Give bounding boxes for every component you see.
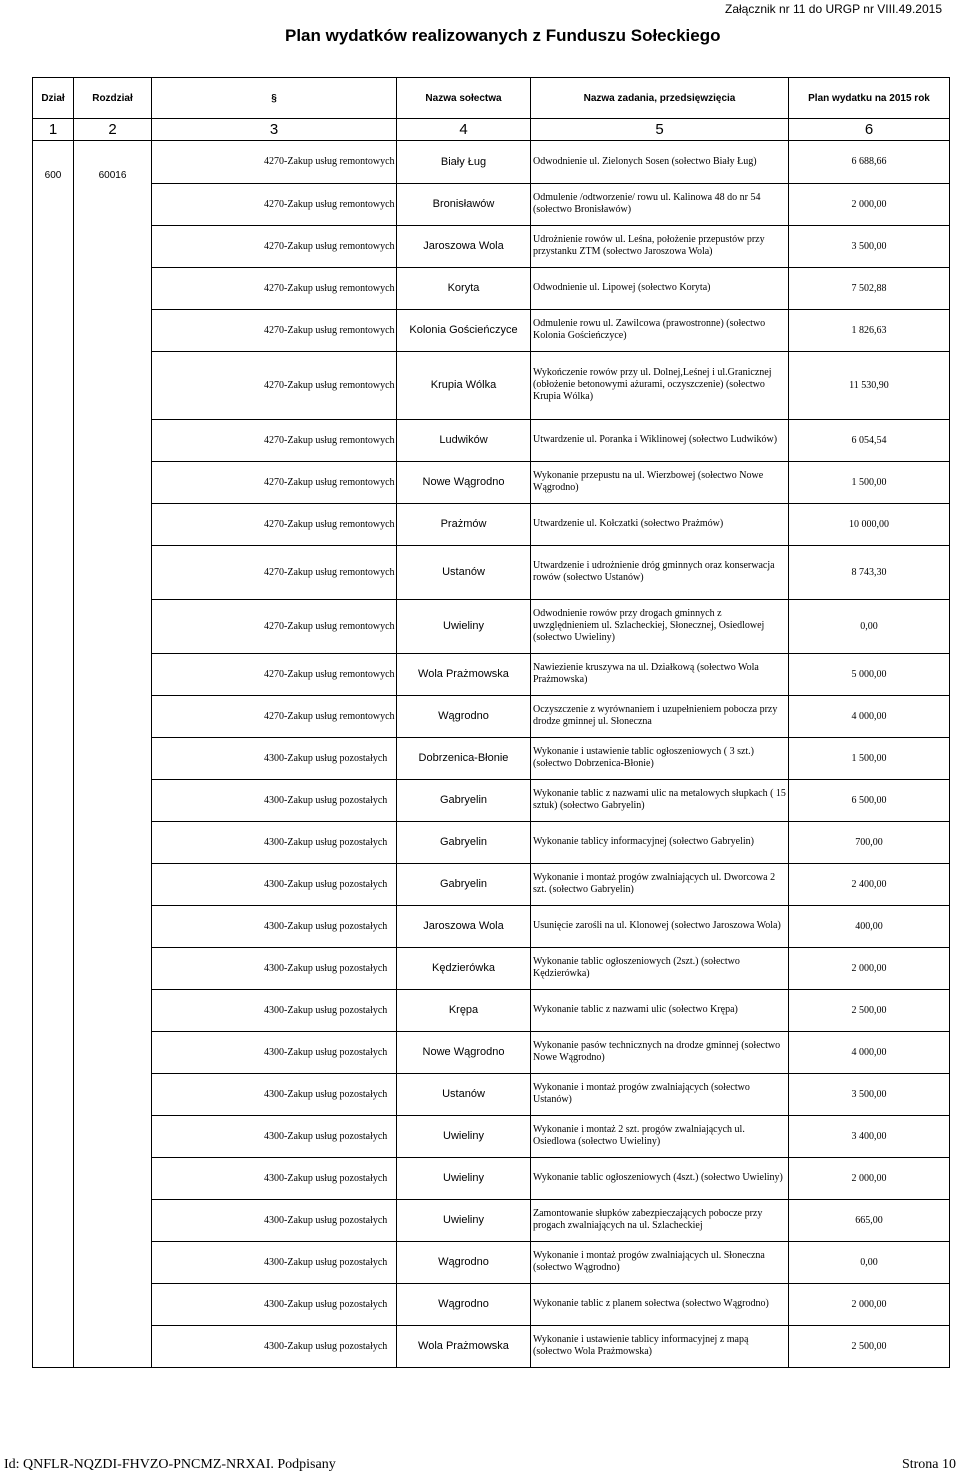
solectwo-cell: Gabryelin <box>397 863 531 905</box>
task-cell: Utwardzenie i udrożnienie dróg gminnych oraz konserwacja rowów (sołectwo Ustanów) <box>531 545 789 599</box>
amount-cell: 8 743,30 <box>789 545 950 599</box>
amount-cell: 400,00 <box>789 905 950 947</box>
task-cell: Odwodnienie ul. Zielonych Sosen (sołectwo Biały Ług) <box>531 141 789 184</box>
task-cell: Usunięcie zarośli na ul. Klonowej (sołectwo Jaroszowa Wola) <box>531 905 789 947</box>
table-row <box>33 419 950 461</box>
task-cell: Wykonanie i ustawienie tablic ogłoszeniowych ( 3 szt.) (sołectwo Dobrzenica-Błonie) <box>531 737 789 779</box>
task-cell: Odmulenie rowu ul. Zawilcowa (prawostronne) (sołectwo Kolonia Gościeńczyce) <box>531 309 789 351</box>
rozdzial-cell <box>74 599 152 653</box>
table-row <box>33 141 950 184</box>
paragraf-cell: 4300-Zakup usług pozostałych <box>152 1325 397 1368</box>
solectwo-cell: Wągrodno <box>397 695 531 737</box>
dzial-cell <box>33 821 74 863</box>
amount-cell: 4 000,00 <box>789 1031 950 1073</box>
solectwo-cell: Prażmów <box>397 503 531 545</box>
amount-cell: 10 000,00 <box>789 503 950 545</box>
document-id: Id: QNFLR-NQZDI-FHVZO-PNCMZ-NRXAI. Podpisany <box>4 1457 336 1472</box>
dzial-cell <box>33 1283 74 1325</box>
solectwo-cell: Uwieliny <box>397 1157 531 1199</box>
dzial-cell <box>33 503 74 545</box>
dzial-cell <box>33 653 74 695</box>
task-cell: Odwodnienie rowów przy drogach gminnych z uwzględnieniem ul. Szlacheckiej, Słonecznej, Osiedlowej (sołectwo Uwieliny) <box>531 599 789 653</box>
amount-cell: 6 054,54 <box>789 419 950 461</box>
dzial-cell <box>33 695 74 737</box>
table-row <box>33 1073 950 1115</box>
table-row <box>33 267 950 309</box>
paragraf-cell: 4270-Zakup usług remontowych <box>152 267 397 309</box>
paragraf-cell: 4270-Zakup usług remontowych <box>152 599 397 653</box>
paragraf-cell: 4300-Zakup usług pozostałych <box>152 1157 397 1199</box>
header-solectwo: Nazwa sołectwa <box>397 78 531 119</box>
task-cell: Wykonanie tablic ogłoszeniowych (4szt.) (sołectwo Uwieliny) <box>531 1157 789 1199</box>
paragraf-cell: 4300-Zakup usług pozostałych <box>152 989 397 1031</box>
amount-cell: 5 000,00 <box>789 653 950 695</box>
dzial-cell: 600 <box>33 141 74 184</box>
solectwo-cell: Kędzierówka <box>397 947 531 989</box>
solectwo-cell: Jaroszowa Wola <box>397 905 531 947</box>
table-row <box>33 183 950 225</box>
paragraf-cell: 4300-Zakup usług pozostałych <box>152 1031 397 1073</box>
rozdzial-cell <box>74 1325 152 1368</box>
table-row <box>33 1283 950 1325</box>
table-row <box>33 503 950 545</box>
paragraf-cell: 4300-Zakup usług pozostałych <box>152 737 397 779</box>
amount-cell: 1 500,00 <box>789 737 950 779</box>
dzial-cell <box>33 1325 74 1368</box>
solectwo-cell: Gabryelin <box>397 821 531 863</box>
task-cell: Zamontowanie słupków zabezpieczających pobocze przy progach zwalniających na ul. Szlacheckiej <box>531 1199 789 1241</box>
amount-cell: 11 530,90 <box>789 351 950 419</box>
task-cell: Wykonanie i montaż progów zwalniających ul. Dworcowa 2 szt. (sołectwo Gabryelin) <box>531 863 789 905</box>
rozdzial-cell <box>74 863 152 905</box>
paragraf-cell: 4270-Zakup usług remontowych <box>152 309 397 351</box>
table-row <box>33 1115 950 1157</box>
task-cell: Wykonanie tablic z nazwami ulic na metalowych słupkach ( 15 sztuk) (sołectwo Gabryelin) <box>531 779 789 821</box>
task-cell: Udrożnienie rowów ul. Leśna, położenie przepustów przy przystanku ZTM (sołectwo Jaroszowa Wola) <box>531 225 789 267</box>
task-cell: Wykonanie przepustu na ul. Wierzbowej (sołectwo Nowe Wągrodno) <box>531 461 789 503</box>
table-row <box>33 653 950 695</box>
rozdzial-cell <box>74 695 152 737</box>
dzial-cell <box>33 545 74 599</box>
solectwo-cell: Bronisławów <box>397 183 531 225</box>
rozdzial-cell <box>74 225 152 267</box>
table-row <box>33 863 950 905</box>
table-row <box>33 309 950 351</box>
rozdzial-cell <box>74 653 152 695</box>
solectwo-cell: Biały Ług <box>397 141 531 184</box>
table-row <box>33 737 950 779</box>
table-row <box>33 821 950 863</box>
task-cell: Wykonanie pasów technicznych na drodze gminnej (sołectwo Nowe Wągrodno) <box>531 1031 789 1073</box>
rozdzial-cell <box>74 309 152 351</box>
solectwo-cell: Ludwików <box>397 419 531 461</box>
task-cell: Oczyszczenie z wyrównaniem i uzupełnieniem pobocza przy drodze gminnej ul. Słoneczna <box>531 695 789 737</box>
paragraf-cell: 4300-Zakup usług pozostałych <box>152 1115 397 1157</box>
table-row <box>33 461 950 503</box>
col-number-2: 2 <box>74 119 152 141</box>
dzial-cell <box>33 779 74 821</box>
dzial-cell <box>33 1073 74 1115</box>
dzial-cell <box>33 1031 74 1073</box>
solectwo-cell: Dobrzenica-Błonie <box>397 737 531 779</box>
table-row <box>33 599 950 653</box>
task-cell: Nawiezienie kruszywa na ul. Działkową (sołectwo Wola Prażmowska) <box>531 653 789 695</box>
table-row <box>33 947 950 989</box>
rozdzial-cell <box>74 267 152 309</box>
amount-cell: 0,00 <box>789 599 950 653</box>
rozdzial-cell <box>74 503 152 545</box>
solectwo-cell: Wola Prażmowska <box>397 653 531 695</box>
paragraf-cell: 4270-Zakup usług remontowych <box>152 225 397 267</box>
rozdzial-cell <box>74 989 152 1031</box>
solectwo-cell: Uwieliny <box>397 1199 531 1241</box>
dzial-cell <box>33 863 74 905</box>
solectwo-cell: Jaroszowa Wola <box>397 225 531 267</box>
paragraf-cell: 4300-Zakup usług pozostałych <box>152 1073 397 1115</box>
rozdzial-cell <box>74 1073 152 1115</box>
amount-cell: 2 000,00 <box>789 1157 950 1199</box>
col-number-3: 3 <box>152 119 397 141</box>
page-title: Plan wydatków realizowanych z Funduszu Sołeckiego <box>285 26 721 45</box>
amount-cell: 2 000,00 <box>789 947 950 989</box>
table-row <box>33 1031 950 1073</box>
dzial-cell <box>33 905 74 947</box>
task-cell: Wykonanie tablicy informacyjnej (sołectwo Gabryelin) <box>531 821 789 863</box>
header-rozdzial: Rozdział <box>74 78 152 119</box>
solectwo-cell: Kolonia Gościeńczyce <box>397 309 531 351</box>
paragraf-cell: 4300-Zakup usług pozostałych <box>152 947 397 989</box>
table-row <box>33 1325 950 1368</box>
dzial-cell <box>33 267 74 309</box>
amount-cell: 700,00 <box>789 821 950 863</box>
paragraf-cell: 4270-Zakup usług remontowych <box>152 653 397 695</box>
solectwo-cell: Krupia Wólka <box>397 351 531 419</box>
solectwo-cell: Wola Prażmowska <box>397 1325 531 1368</box>
rozdzial-cell <box>74 1199 152 1241</box>
header-zadanie: Nazwa zadania, przedsięwzięcia <box>531 78 789 119</box>
paragraf-cell: 4270-Zakup usług remontowych <box>152 461 397 503</box>
task-cell: Odwodnienie ul. Lipowej (sołectwo Koryta) <box>531 267 789 309</box>
task-cell: Wykonanie i ustawienie tablicy informacyjnej z mapą (sołectwo Wola Prażmowska) <box>531 1325 789 1368</box>
task-cell: Wykonanie i montaż progów zwalniających (sołectwo Ustanów) <box>531 1073 789 1115</box>
amount-cell: 2 500,00 <box>789 1325 950 1368</box>
table-row <box>33 1199 950 1241</box>
table-row <box>33 1157 950 1199</box>
task-cell: Utwardzenie ul. Kołczatki (sołectwo Prażmów) <box>531 503 789 545</box>
amount-cell: 665,00 <box>789 1199 950 1241</box>
solectwo-cell: Nowe Wągrodno <box>397 461 531 503</box>
dzial-cell <box>33 947 74 989</box>
dzial-cell <box>33 461 74 503</box>
rozdzial-cell <box>74 737 152 779</box>
paragraf-cell: 4270-Zakup usług remontowych <box>152 183 397 225</box>
solectwo-cell: Wągrodno <box>397 1283 531 1325</box>
solectwo-cell: Ustanów <box>397 545 531 599</box>
dzial-cell <box>33 309 74 351</box>
paragraf-cell: 4270-Zakup usług remontowych <box>152 545 397 599</box>
table-row <box>33 695 950 737</box>
rozdzial-cell <box>74 461 152 503</box>
amount-cell: 1 826,63 <box>789 309 950 351</box>
header-dzial: Dział <box>33 78 74 119</box>
amount-cell: 3 500,00 <box>789 225 950 267</box>
dzial-cell <box>33 737 74 779</box>
amount-cell: 2 400,00 <box>789 863 950 905</box>
dzial-cell <box>33 989 74 1031</box>
rozdzial-cell <box>74 545 152 599</box>
amount-cell: 3 400,00 <box>789 1115 950 1157</box>
col-number-1: 1 <box>33 119 74 141</box>
dzial-cell <box>33 419 74 461</box>
dzial-cell <box>33 1157 74 1199</box>
paragraf-cell: 4300-Zakup usług pozostałych <box>152 1241 397 1283</box>
amount-cell: 1 500,00 <box>789 461 950 503</box>
page-number: Strona 10 <box>901 1457 956 1472</box>
rozdzial-cell <box>74 1241 152 1283</box>
column-number-row <box>33 119 950 141</box>
solectwo-cell: Uwieliny <box>397 1115 531 1157</box>
rozdzial-cell <box>74 351 152 419</box>
amount-cell: 2 000,00 <box>789 1283 950 1325</box>
rozdzial-cell <box>74 821 152 863</box>
table-row <box>33 545 950 599</box>
solectwo-cell: Ustanów <box>397 1073 531 1115</box>
paragraf-cell: 4300-Zakup usług pozostałych <box>152 1199 397 1241</box>
rozdzial-cell <box>74 1031 152 1073</box>
header-row <box>33 78 950 119</box>
solectwo-cell: Koryta <box>397 267 531 309</box>
col-number-6: 6 <box>789 119 950 141</box>
amount-cell: 3 500,00 <box>789 1073 950 1115</box>
task-cell: Wykonanie i montaż progów zwalniających ul. Słoneczna (sołectwo Wągrodno) <box>531 1241 789 1283</box>
rozdzial-cell <box>74 779 152 821</box>
dzial-cell <box>33 599 74 653</box>
table-row <box>33 905 950 947</box>
amount-cell: 2 500,00 <box>789 989 950 1031</box>
rozdzial-cell: 60016 <box>74 141 152 184</box>
rozdzial-cell <box>74 1157 152 1199</box>
amount-cell: 6 688,66 <box>789 141 950 184</box>
table-row <box>33 225 950 267</box>
header-paragraf: § <box>152 78 397 119</box>
paragraf-cell: 4270-Zakup usług remontowych <box>152 695 397 737</box>
rozdzial-cell <box>74 905 152 947</box>
dzial-cell <box>33 225 74 267</box>
rozdzial-cell <box>74 1115 152 1157</box>
amount-cell: 2 000,00 <box>789 183 950 225</box>
table-row <box>33 1241 950 1283</box>
paragraf-cell: 4300-Zakup usług pozostałych <box>152 905 397 947</box>
task-cell: Wykonanie tablic ogłoszeniowych (2szt.) (sołectwo Kędzierówka) <box>531 947 789 989</box>
solectwo-cell: Krępa <box>397 989 531 1031</box>
table-row <box>33 779 950 821</box>
paragraf-cell: 4270-Zakup usług remontowych <box>152 141 397 184</box>
paragraf-cell: 4270-Zakup usług remontowych <box>152 419 397 461</box>
rozdzial-cell <box>74 183 152 225</box>
task-cell: Wykonanie tablic z nazwami ulic (sołectwo Krępa) <box>531 989 789 1031</box>
rozdzial-cell <box>74 419 152 461</box>
rozdzial-cell <box>74 1283 152 1325</box>
col-number-5: 5 <box>531 119 789 141</box>
paragraf-cell: 4300-Zakup usług pozostałych <box>152 821 397 863</box>
dzial-cell <box>33 1115 74 1157</box>
dzial-cell <box>33 351 74 419</box>
solectwo-cell: Uwieliny <box>397 599 531 653</box>
solectwo-cell: Wągrodno <box>397 1241 531 1283</box>
paragraf-cell: 4270-Zakup usług remontowych <box>152 351 397 419</box>
dzial-cell <box>33 1199 74 1241</box>
col-number-4: 4 <box>397 119 531 141</box>
task-cell: Wykonanie tablic z planem sołectwa (sołectwo Wągrodno) <box>531 1283 789 1325</box>
amount-cell: 6 500,00 <box>789 779 950 821</box>
annex-reference: Załącznik nr 11 do URGP nr VIII.49.2015 <box>724 2 942 16</box>
amount-cell: 4 000,00 <box>789 695 950 737</box>
task-cell: Utwardzenie ul. Poranka i Wiklinowej (sołectwo Ludwików) <box>531 419 789 461</box>
paragraf-cell: 4300-Zakup usług pozostałych <box>152 1283 397 1325</box>
expense-plan-table <box>32 77 950 1368</box>
dzial-cell <box>33 1241 74 1283</box>
paragraf-cell: 4270-Zakup usług remontowych <box>152 503 397 545</box>
amount-cell: 0,00 <box>789 1241 950 1283</box>
dzial-cell <box>33 183 74 225</box>
header-plan: Plan wydatku na 2015 rok <box>789 78 950 119</box>
paragraf-cell: 4300-Zakup usług pozostałych <box>152 863 397 905</box>
paragraf-cell: 4300-Zakup usług pozostałych <box>152 779 397 821</box>
table-row <box>33 351 950 419</box>
task-cell: Odmulenie /odtworzenie/ rowu ul. Kalinowa 48 do nr 54 (sołectwo Bronisławów) <box>531 183 789 225</box>
amount-cell: 7 502,88 <box>789 267 950 309</box>
task-cell: Wykończenie rowów przy ul. Dolnej,Leśnej i ul.Granicznej (obłożenie betonowymi ażurami, oczyszczenie) (sołectwo Krupia Wólka) <box>531 351 789 419</box>
table-row <box>33 989 950 1031</box>
solectwo-cell: Nowe Wągrodno <box>397 1031 531 1073</box>
task-cell: Wykonanie i montaż 2 szt. progów zwalniających ul. Osiedlowa (sołectwo Uwieliny) <box>531 1115 789 1157</box>
solectwo-cell: Gabryelin <box>397 779 531 821</box>
rozdzial-cell <box>74 947 152 989</box>
